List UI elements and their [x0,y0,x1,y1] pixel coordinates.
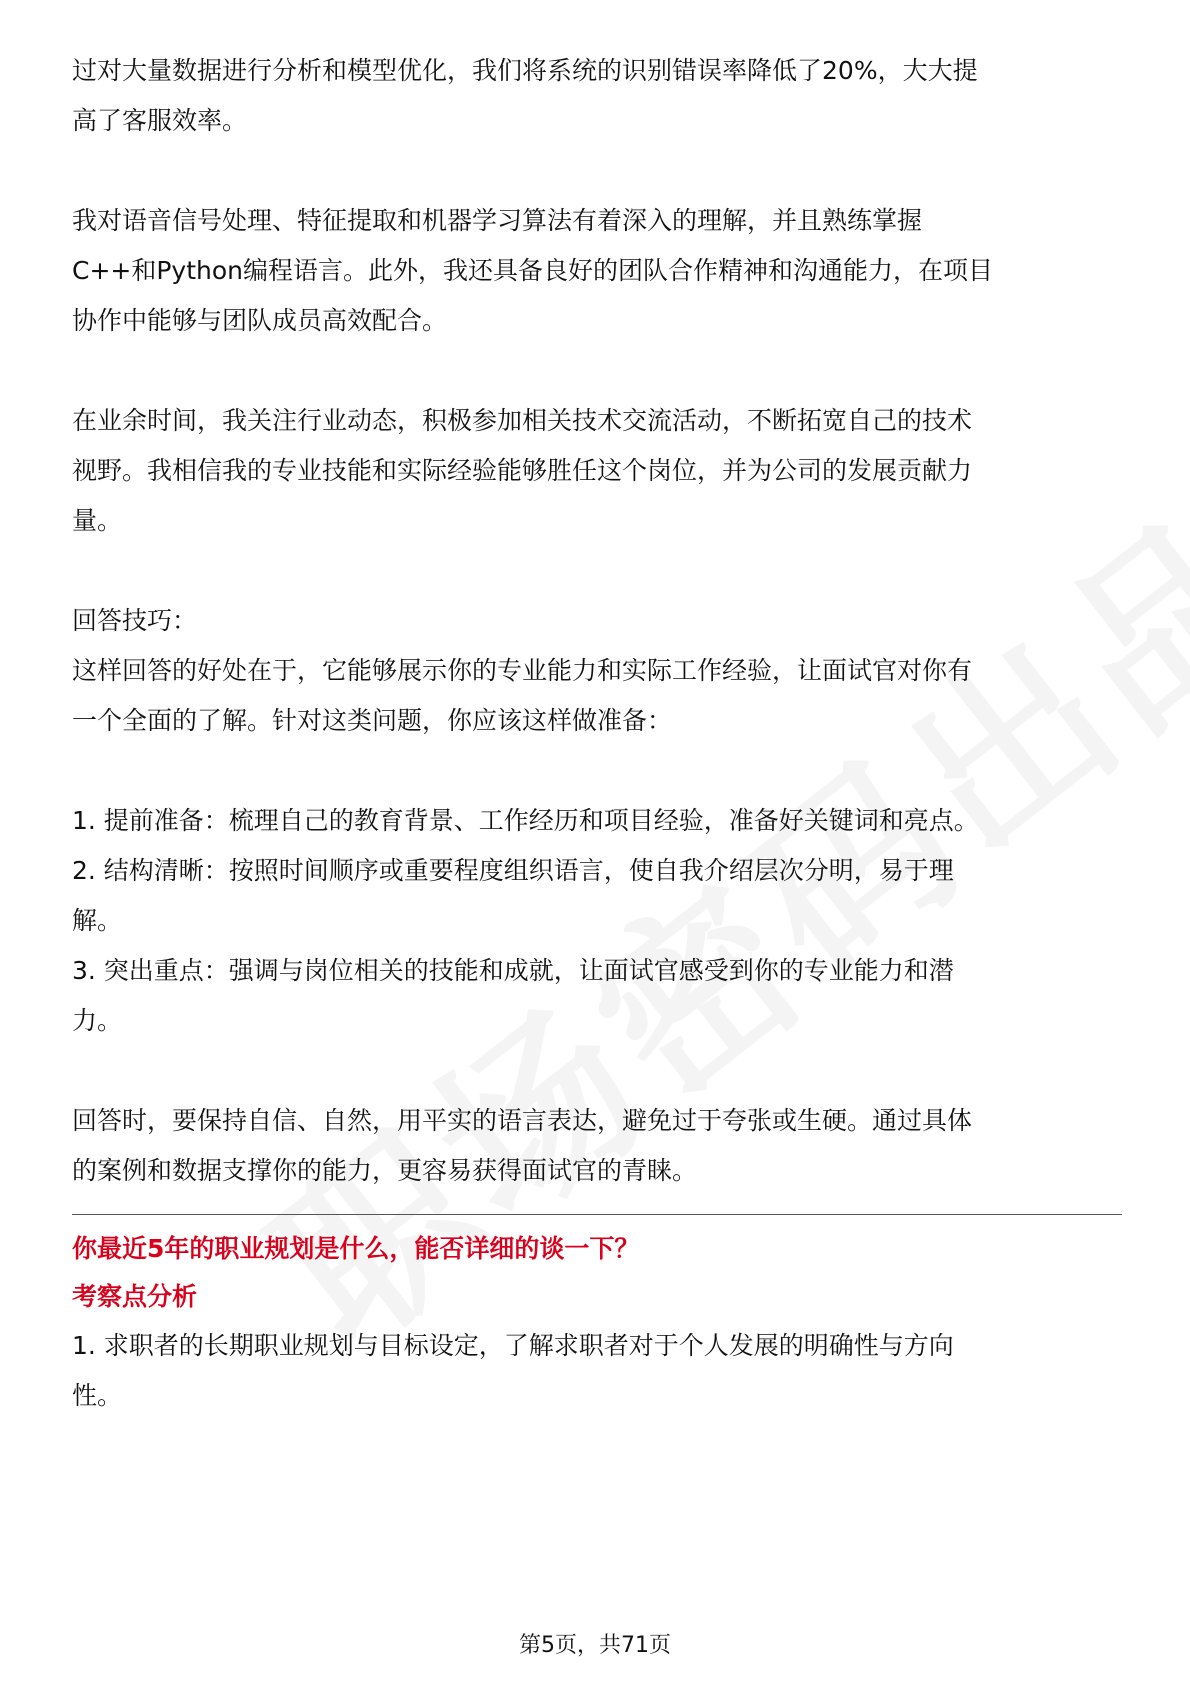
page-number: 第5页，共71页 [519,1633,671,1658]
text-line: 过对大量数据进行分析和模型优化，我们将系统的识别错误率降低了20%，大大提 [72,56,978,85]
text-line: 1. 提前准备：梳理自己的教育背景、工作经历和项目经验，准备好关键词和亮点。 [72,806,979,835]
tips-section [72,596,1122,746]
text-line: 这样回答的好处在于，它能够展示你的专业能力和实际工作经验，让面试官对你有 [72,656,973,685]
text-line: 回答时，要保持自信、自然，用平实的语言表达，避免过于夸张或生硬。通过具体 [72,1106,973,1135]
page-content [72,46,1122,1421]
text-line: C++和Python编程语言。此外，我还具备良好的团队合作精神和沟通能力，在项目 [72,256,994,285]
tips-list [72,796,1122,1046]
tips-closing [72,1096,1122,1196]
paragraph-3 [72,396,1122,546]
text-line: 我对语音信号处理、特征提取和机器学习算法有着深入的理解，并且熟练掌握 [72,206,923,235]
question-title: 你最近5年的职业规划是什么，能否详细的谈一下？ [72,1234,640,1263]
text-line: 协作中能够与团队成员高效配合。 [72,306,448,335]
list-item [72,946,1122,1046]
text-line: 量。 [72,506,123,535]
text-line: 视野。我相信我的专业技能和实际经验能够胜任这个岗位，并为公司的发展贡献力 [72,456,973,485]
list-item [72,1321,1122,1421]
paragraph-1 [72,46,1122,146]
list-item [72,846,1122,946]
text-line: 高了客服效率。 [72,106,248,135]
list-item [72,796,1122,846]
text-line: 2. 结构清晰：按照时间顺序或重要程度组织语言，使自我介绍层次分明，易于理 [72,856,954,885]
text-line: 一个全面的了解。针对这类问题，你应该这样做准备： [72,706,673,735]
analysis-heading: 考察点分析 [72,1282,198,1311]
text-line: 力。 [72,1006,123,1035]
next-question-section [72,1225,1122,1421]
section-divider [72,1214,1122,1215]
paragraph-2 [72,196,1122,346]
text-line: 在业余时间，我关注行业动态，积极参加相关技术交流活动，不断拓宽自己的技术 [72,406,973,435]
text-line: 1. 求职者的长期职业规划与目标设定，了解求职者对于个人发展的明确性与方向 [72,1331,954,1360]
text-line: 3. 突出重点：强调与岗位相关的技能和成就，让面试官感受到你的专业能力和潜 [72,956,954,985]
text-line: 解。 [72,906,123,935]
tips-heading: 回答技巧： [72,606,198,635]
text-line: 性。 [72,1381,123,1410]
text-line: 的案例和数据支撑你的能力，更容易获得面试官的青睐。 [72,1156,698,1185]
